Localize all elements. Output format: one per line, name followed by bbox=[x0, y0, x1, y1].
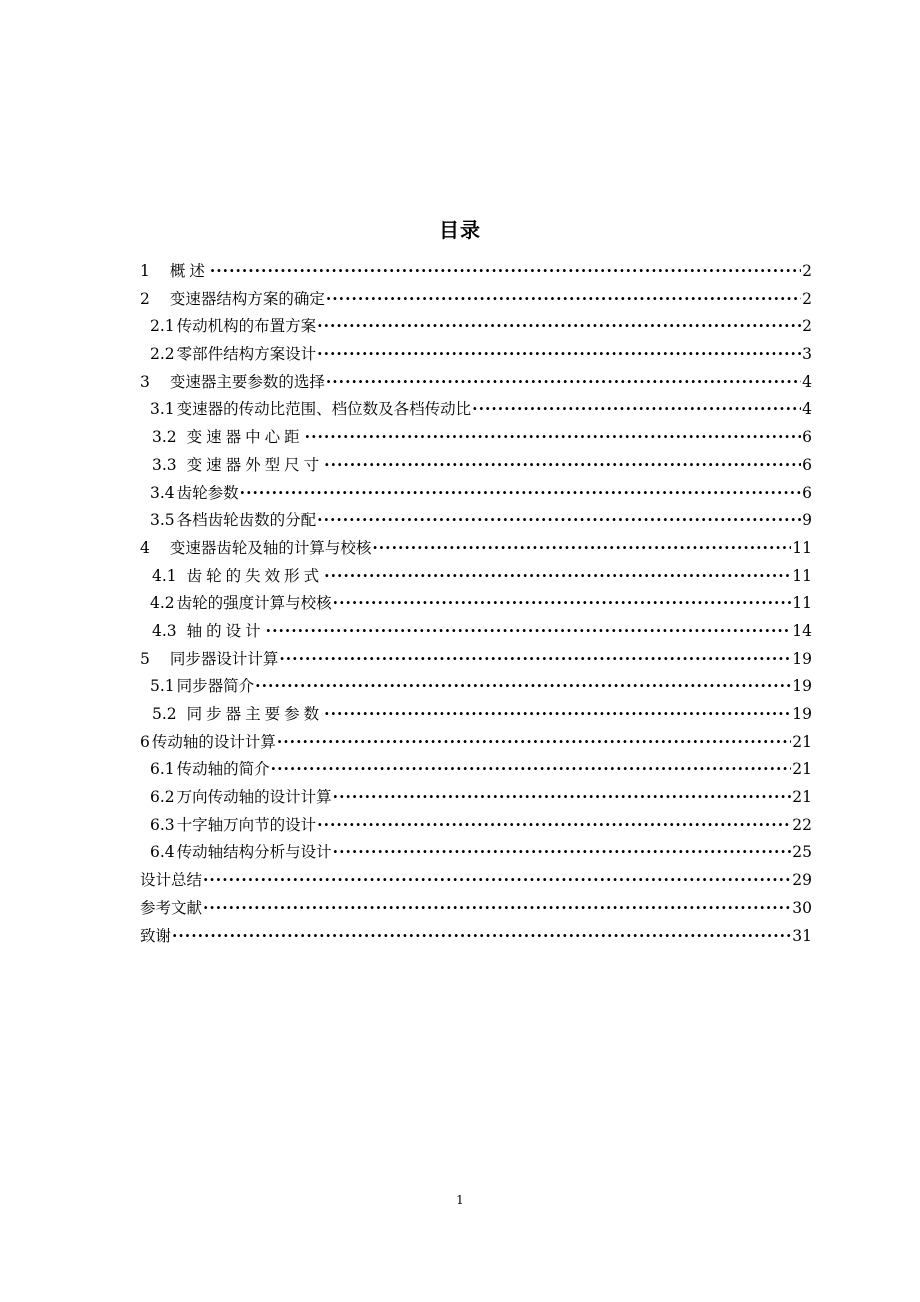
toc-entry-page: 11 bbox=[792, 566, 812, 585]
toc-entry-page: 14 bbox=[792, 621, 812, 640]
toc-entry-number: 1 bbox=[140, 262, 150, 280]
toc-leader-dots bbox=[203, 866, 791, 894]
toc-entry-label: 设计总结 bbox=[140, 871, 203, 890]
toc-leader-dots bbox=[317, 506, 801, 534]
toc-entry-page: 4 bbox=[802, 372, 812, 391]
toc-entry-label: 概述 bbox=[169, 262, 209, 280]
footer-page-number: 1 bbox=[456, 1193, 464, 1207]
toc-entry-label: 同步器简介 bbox=[176, 677, 255, 696]
toc-entry-page: 11 bbox=[792, 538, 812, 557]
toc-entry-number: 5 bbox=[140, 649, 150, 668]
toc-entry-page: 21 bbox=[792, 760, 812, 779]
toc-entry-label: 变速器外型尺寸 bbox=[186, 455, 324, 474]
toc-entry-number: 3.1 bbox=[150, 400, 175, 419]
toc-leader-dots bbox=[326, 285, 801, 313]
toc-entry-page: 2 bbox=[802, 317, 812, 336]
toc-entry-label: 零部件结构方案设计 bbox=[176, 345, 317, 364]
toc-entry-label: 齿轮的失效形式 bbox=[186, 566, 324, 585]
toc-leader-dots bbox=[333, 589, 792, 617]
toc-entry-label: 变速器结构方案的确定 bbox=[169, 289, 325, 308]
toc-entry-page: 22 bbox=[792, 815, 812, 834]
toc-leader-dots bbox=[277, 728, 791, 756]
toc-entry-4[interactable] bbox=[140, 534, 812, 562]
toc-entry-number: 6.1 bbox=[150, 760, 175, 779]
toc-entry-4-3[interactable] bbox=[140, 617, 812, 645]
toc-entry-label: 同步器设计计算 bbox=[169, 649, 279, 668]
toc-entry-number: 3 bbox=[140, 372, 150, 391]
page-title: 目录 bbox=[439, 218, 481, 242]
toc-leader-dots bbox=[210, 257, 801, 285]
toc-entry-number: 6.4 bbox=[150, 843, 175, 862]
toc-entry-page: 6 bbox=[802, 483, 812, 502]
toc-entry-5-1[interactable] bbox=[140, 672, 812, 700]
toc-entry-number: 3.3 bbox=[152, 455, 177, 474]
toc-entry-4-2[interactable] bbox=[140, 589, 812, 617]
toc-entry-2[interactable] bbox=[140, 285, 812, 313]
toc-entry-label: 变速器主要参数的选择 bbox=[169, 372, 325, 391]
toc-entry-3-4[interactable] bbox=[140, 479, 812, 507]
table-of-contents bbox=[140, 257, 812, 949]
toc-leader-dots bbox=[271, 755, 792, 783]
toc-entry-6-3[interactable] bbox=[140, 811, 812, 839]
toc-entry-page: 9 bbox=[802, 511, 812, 530]
toc-entry-acknowledgements[interactable] bbox=[140, 922, 812, 950]
toc-entry-page: 11 bbox=[792, 594, 812, 613]
toc-entry-6-4[interactable] bbox=[140, 838, 812, 866]
toc-leader-dots bbox=[317, 340, 801, 368]
toc-entry-label: 轴的设计 bbox=[186, 621, 265, 640]
toc-leader-dots bbox=[317, 811, 791, 839]
toc-entry-page: 2 bbox=[802, 262, 812, 280]
toc-entry-number: 2.2 bbox=[150, 345, 175, 364]
toc-entry-number: 3.5 bbox=[150, 511, 175, 530]
toc-entry-page: 6 bbox=[802, 455, 812, 474]
toc-entry-number: 6 bbox=[140, 732, 150, 751]
toc-entry-page: 19 bbox=[792, 649, 812, 668]
toc-entry-page: 6 bbox=[802, 428, 812, 447]
toc-leader-dots bbox=[472, 395, 801, 423]
toc-entry-label: 传动轴的简介 bbox=[176, 760, 270, 779]
toc-entry-page: 25 bbox=[792, 843, 812, 862]
toc-entry-label: 变速器的传动比范围、档位数及各档传动比 bbox=[176, 400, 472, 419]
toc-entry-label: 十字轴万向节的设计 bbox=[176, 815, 317, 834]
toc-leader-dots bbox=[266, 617, 792, 645]
toc-leader-dots bbox=[305, 423, 801, 451]
toc-entry-number: 3.2 bbox=[152, 428, 177, 447]
toc-entry-4-1[interactable] bbox=[140, 562, 812, 590]
toc-entry-references[interactable] bbox=[140, 894, 812, 922]
toc-entry-label: 传动机构的布置方案 bbox=[176, 317, 317, 336]
toc-entry-label: 同步器主要参数 bbox=[186, 705, 324, 723]
toc-entry-number: 2.1 bbox=[150, 317, 175, 336]
toc-leader-dots bbox=[240, 479, 801, 507]
toc-leader-dots bbox=[372, 534, 791, 562]
toc-entry-number: 2 bbox=[140, 289, 150, 308]
toc-leader-dots bbox=[326, 368, 801, 396]
toc-entry-number: 3.4 bbox=[150, 483, 175, 502]
toc-entry-number: 4.1 bbox=[152, 566, 177, 585]
toc-entry-label: 齿轮参数 bbox=[176, 483, 239, 502]
toc-entry-number: 6.3 bbox=[150, 815, 175, 834]
toc-leader-dots bbox=[172, 922, 791, 950]
toc-entry-number: 5.1 bbox=[150, 677, 175, 696]
toc-entry-label: 变速器齿轮及轴的计算与校核 bbox=[169, 538, 372, 557]
toc-entry-label: 万向传动轴的设计计算 bbox=[176, 788, 332, 807]
toc-entry-page: 4 bbox=[802, 400, 812, 419]
toc-entry-page: 3 bbox=[802, 345, 812, 364]
toc-entry-page: 21 bbox=[792, 788, 812, 807]
toc-leader-dots bbox=[333, 838, 792, 866]
toc-entry-6-1[interactable] bbox=[140, 755, 812, 783]
toc-leader-dots bbox=[317, 312, 801, 340]
toc-entry-label: 各档齿轮齿数的分配 bbox=[176, 511, 317, 530]
toc-entry-3-2[interactable] bbox=[140, 423, 812, 451]
toc-entry-page: 30 bbox=[792, 898, 812, 917]
toc-entry-page: 2 bbox=[802, 289, 812, 308]
toc-entry-number: 4.2 bbox=[150, 594, 175, 613]
toc-entry-label: 致谢 bbox=[140, 926, 172, 945]
toc-entry-page: 19 bbox=[792, 677, 812, 696]
toc-entry-number: 6.2 bbox=[150, 788, 175, 807]
toc-leader-dots bbox=[324, 700, 791, 728]
toc-entry-2-1[interactable] bbox=[140, 312, 812, 340]
toc-entry-page: 29 bbox=[792, 871, 812, 890]
toc-entry-label: 齿轮的强度计算与校核 bbox=[176, 594, 332, 613]
toc-entry-page: 31 bbox=[792, 926, 812, 945]
toc-entry-1[interactable] bbox=[140, 257, 812, 285]
toc-entry-3-5[interactable] bbox=[140, 506, 812, 534]
toc-entry-label: 参考文献 bbox=[140, 898, 203, 917]
toc-entry-6[interactable] bbox=[140, 728, 812, 756]
toc-entry-number: 4.3 bbox=[152, 621, 177, 640]
toc-entry-number: 5.2 bbox=[152, 705, 177, 723]
toc-entry-3-1[interactable] bbox=[140, 395, 812, 423]
toc-leader-dots bbox=[333, 783, 792, 811]
toc-entry-label: 传动轴结构分析与设计 bbox=[176, 843, 332, 862]
toc-leader-dots bbox=[255, 672, 791, 700]
toc-leader-dots bbox=[279, 645, 791, 673]
toc-entry-5-2[interactable] bbox=[140, 700, 812, 728]
toc-entry-number: 4 bbox=[140, 538, 150, 557]
toc-entry-3-3[interactable] bbox=[140, 451, 812, 479]
toc-entry-page: 21 bbox=[792, 732, 812, 751]
toc-entry-label: 变速器中心距 bbox=[186, 428, 304, 447]
toc-entry-label: 传动轴的设计计算 bbox=[151, 732, 276, 751]
toc-entry-3[interactable] bbox=[140, 368, 812, 396]
toc-entry-summary[interactable] bbox=[140, 866, 812, 894]
toc-leader-dots bbox=[324, 451, 801, 479]
toc-entry-page: 19 bbox=[792, 705, 812, 723]
toc-entry-2-2[interactable] bbox=[140, 340, 812, 368]
toc-leader-dots bbox=[203, 894, 791, 922]
toc-entry-5[interactable] bbox=[140, 645, 812, 673]
toc-leader-dots bbox=[324, 562, 791, 590]
toc-entry-6-2[interactable] bbox=[140, 783, 812, 811]
